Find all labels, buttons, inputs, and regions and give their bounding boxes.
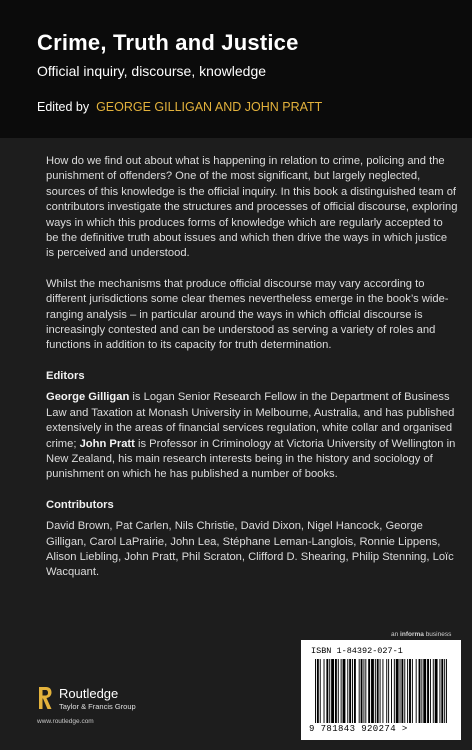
barcode-bar <box>354 659 356 723</box>
publisher-name: Routledge <box>59 686 119 701</box>
barcode-bar <box>401 659 403 723</box>
publisher-group: Taylor & Francis Group <box>59 702 136 711</box>
barcode-digits: 9 781843 920274 > <box>309 724 408 734</box>
edited-by-line <box>37 100 322 114</box>
cover-header <box>0 0 472 138</box>
barcode-bar <box>435 659 438 723</box>
barcode-bar <box>349 659 351 723</box>
barcode-bar <box>343 659 346 723</box>
barcode-bar <box>317 659 319 723</box>
barcode-bar <box>396 659 399 723</box>
barcode-panel <box>301 640 461 740</box>
editor-bio-1: is Logan Senior Research Fellow in the Department of Business Law and Taxation at Monash University in Melbourne, Australia, and has published extensively in the areas of financial services regulation, white collar and organised crime; <box>46 391 455 450</box>
barcode-bar <box>329 659 330 723</box>
barcode-bar <box>439 659 440 723</box>
editor-bio-2: is Professor in Criminology at Victoria University of Wellington in New Zealand, his main research interests being in the history and sociology of punishment on which he has published a number of books. <box>46 437 456 481</box>
barcode-bar <box>421 659 422 723</box>
book-subtitle: Official inquiry, discourse, knowledge <box>37 63 267 79</box>
barcode-bar <box>363 659 364 723</box>
barcode-bar <box>441 659 443 723</box>
barcode-bar <box>324 659 325 723</box>
barcode-bar <box>416 659 417 723</box>
barcode-bar <box>388 659 389 723</box>
barcode-bar <box>412 659 413 723</box>
barcode-bar <box>391 659 392 723</box>
barcode-bar <box>326 659 328 723</box>
barcode-bar <box>380 659 381 723</box>
editors-names: GEORGE GILLIGAN AND JOHN PRATT <box>96 100 323 114</box>
barcode-bar <box>331 659 334 723</box>
back-cover-text <box>46 154 458 596</box>
barcode-bar <box>320 659 321 723</box>
barcode-bar <box>315 659 316 723</box>
book-title: Crime, Truth and Justice <box>37 30 299 55</box>
barcode-bar <box>335 659 337 723</box>
barcode-bar <box>359 659 360 723</box>
barcode-bar <box>386 659 387 723</box>
barcode-bar <box>404 659 405 723</box>
barcode-bar <box>427 659 429 723</box>
barcode-bar <box>361 659 363 723</box>
barcode-bar <box>444 659 445 723</box>
blurb-paragraph-1: How do we find out about what is happening in relation to crime, policing and the punishment of offenders? One of the most significant, but largely neglected, sources of this knowledge is the official inquiry. In this book a distinguished team of contributors investigate the structures and processes of official discourse, exploring ways in which this produces forms of knowledge which are regularly accepted to be the definitive truth about issues and which then drive the ways in which justice is perceived and understood. <box>46 155 458 260</box>
barcode-bar <box>409 659 411 723</box>
barcode-bars <box>315 659 447 723</box>
editor-name-1: George Gilligan <box>46 391 130 404</box>
barcode-bar <box>338 659 339 723</box>
editor-name-2: John Pratt <box>79 437 135 450</box>
barcode-bar <box>368 659 370 723</box>
editors-bio <box>46 390 458 482</box>
barcode-bar <box>377 659 379 723</box>
barcode-bar <box>446 659 447 723</box>
barcode-bar <box>382 659 383 723</box>
barcode-bar <box>430 659 431 723</box>
editors-heading: Editors <box>46 369 85 382</box>
publisher-website: www.routledge.com <box>37 718 94 725</box>
blurb-paragraph-2: Whilst the mechanisms that produce official discourse may vary according to different jurisdictions some clear themes nevertheless emerge in the book’s wide-ranging analysis – in particular around the ways in which official discourse is increasingly contested and can be understood as serving a variety of roles and functions in addition to its capacity for truth determination. <box>46 277 449 352</box>
informa-brand: informa <box>400 631 424 638</box>
barcode-bar <box>375 659 376 723</box>
contributors-heading: Contributors <box>46 498 114 511</box>
barcode-bar <box>419 659 421 723</box>
isbn-text: ISBN 1-84392-027-1 <box>311 646 403 656</box>
barcode-bar <box>352 659 353 723</box>
barcode-bar <box>433 659 434 723</box>
informa-business-tag <box>391 631 451 638</box>
barcode-bar <box>423 659 426 723</box>
barcode-bar <box>394 659 395 723</box>
barcode-bar <box>400 659 401 723</box>
routledge-r-logo-icon <box>37 685 53 711</box>
edited-by-label: Edited by <box>37 100 90 114</box>
informa-suffix: business <box>423 631 452 638</box>
informa-prefix: an <box>391 631 401 638</box>
contributors-list: David Brown, Pat Carlen, Nils Christie, David Dixon, Nigel Hancock, George Gilligan, Carol LaPrairie, John Lea, Stéphane Leman-Langlois, Ronnie Lippens, Alison Liebling, John Pratt, Phil Scraton, Clifford D. Shearing, Philip Stenning, Loïc Wacquant. <box>46 520 454 579</box>
barcode-bar <box>371 659 374 723</box>
barcode-bar <box>341 659 342 723</box>
barcode-bar <box>347 659 348 723</box>
barcode-bar <box>407 659 408 723</box>
barcode-bar <box>365 659 366 723</box>
